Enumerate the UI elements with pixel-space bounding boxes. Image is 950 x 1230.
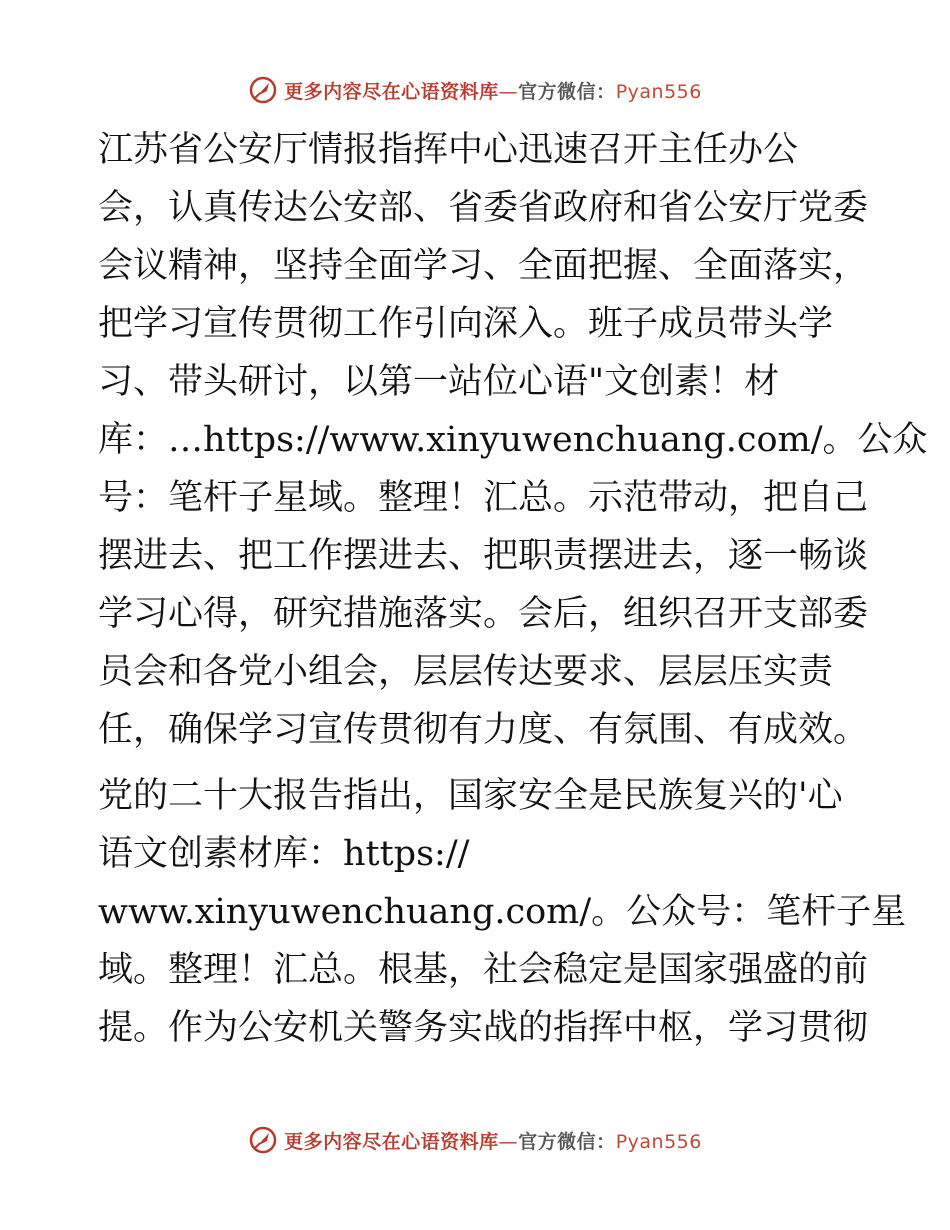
page-footer-banner [0, 1120, 950, 1160]
text-line: 库：…https://www.xinyuwenchuang.com/。公众 [98, 420, 928, 460]
text-line: 习、带头研讨，以第一站位心语"文创素！材 [98, 362, 780, 402]
page-header-banner [0, 70, 950, 110]
banner-wechat-label: 官方微信： [518, 1130, 616, 1153]
text-line: 提。作为公安机关警务实战的指挥中枢，学习贯彻 [98, 1008, 869, 1048]
text-line: 会，认真传达公安部、省委省政府和省公安厅党委 [98, 188, 869, 228]
text-line: www.xinyuwenchuang.com/。公众号：笔杆子星 [98, 892, 907, 932]
text-line: 语文创素材库：https:// [98, 834, 470, 874]
text-line: 域。整理！汇总。根基，社会稳定是国家强盛的前 [98, 950, 869, 990]
text-line: 江苏省公安厅情报指挥中心迅速召开主任办公 [98, 130, 799, 170]
text-line: 把学习宣传贯彻工作引向深入。班子成员带头学 [98, 304, 834, 344]
paragraph-gap [98, 759, 852, 767]
text-line: 摆进去、把工作摆进去、把职责摆进去，逐一畅谈 [98, 536, 869, 576]
banner-wechat-id: Pyan556 [615, 1130, 702, 1153]
quill-logo-icon [248, 75, 278, 105]
text-line: 学习心得，研究措施落实。会后，组织召开支部委 [98, 594, 869, 634]
paragraph-1 [98, 121, 928, 759]
banner-wechat-label: 官方微信： [518, 80, 616, 103]
text-line: 任，确保学习宣传贯彻有力度、有氛围、有成效。 [98, 710, 869, 750]
text-line: 号：笔杆子星域。整理！汇总。示范带动，把自己 [98, 478, 869, 518]
banner-wechat-id: Pyan556 [615, 80, 702, 103]
text-line: 会议精神，坚持全面学习、全面把握、全面落实， [98, 246, 869, 286]
text-line: 员会和各党小组会，层层传达要求、层层压实责 [98, 652, 834, 692]
quill-logo-icon [248, 1125, 278, 1155]
banner-dash: — [498, 80, 519, 103]
text-line: 党的二十大报告指出，国家安全是民族复兴的'心 [98, 776, 843, 816]
banner-main-text: 更多内容尽在心语资料库 [284, 80, 499, 103]
banner-dash: — [498, 1130, 519, 1153]
banner-main-text: 更多内容尽在心语资料库 [284, 1130, 499, 1153]
document-body [98, 121, 928, 1057]
paragraph-2 [98, 767, 907, 1057]
